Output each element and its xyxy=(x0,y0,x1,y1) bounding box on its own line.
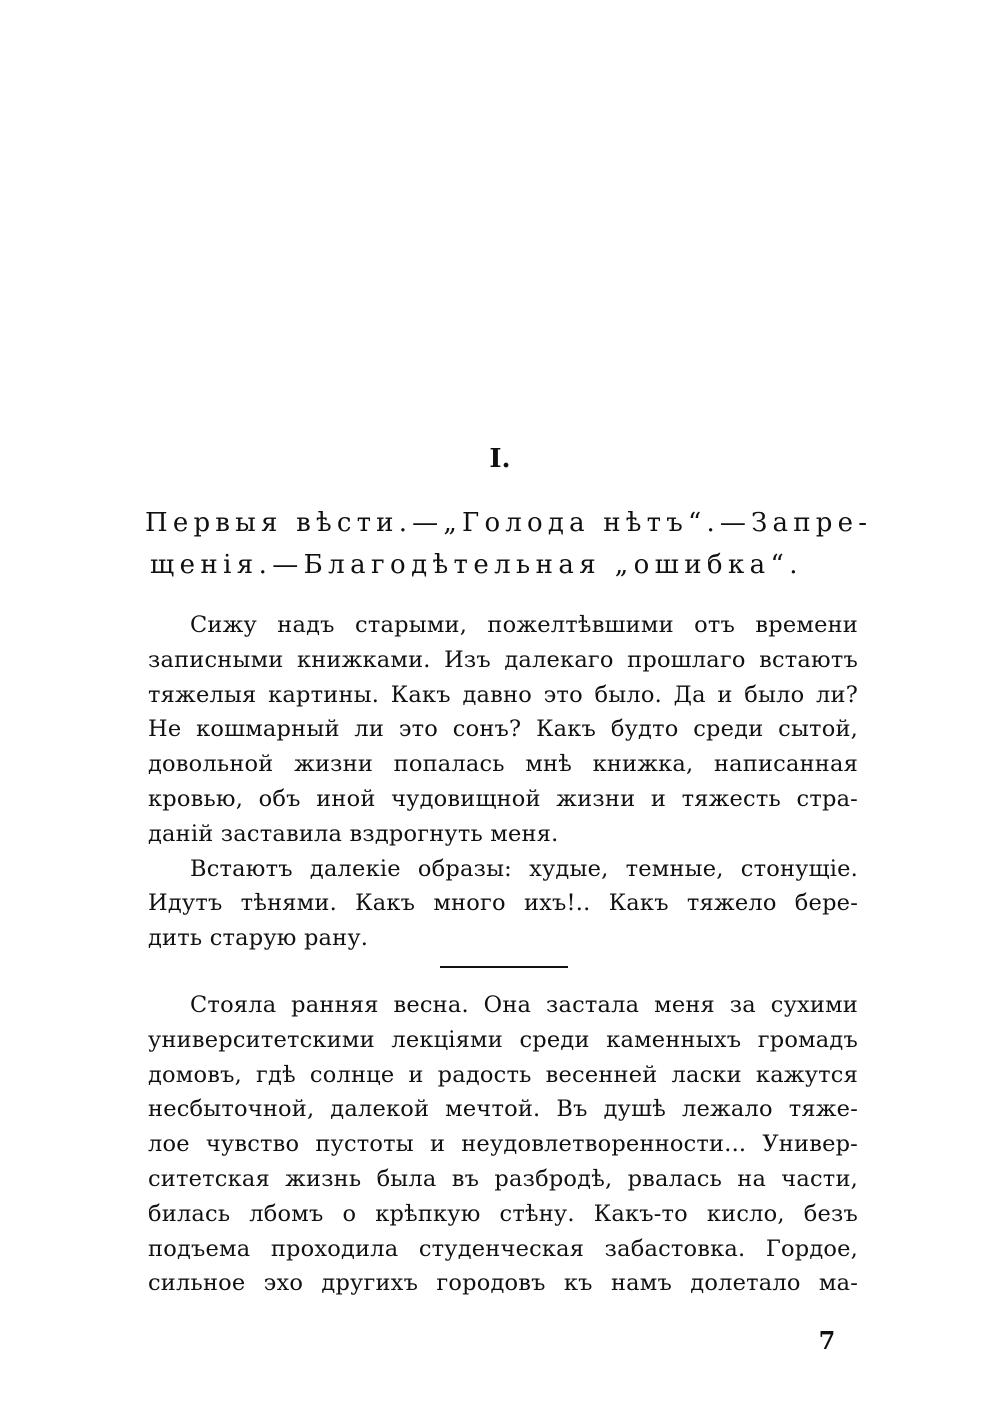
paragraph-1-line: записными книжками. Изъ далекаго прошлаго встаютъ xyxy=(148,646,858,673)
paragraph-2-line: дить старую рану. xyxy=(148,925,369,952)
section-separator xyxy=(440,966,568,968)
paragraph-3-line: ситетская жизнь была въ разбродѣ, рвалась на части, xyxy=(148,1165,858,1192)
paragraph-3-line: домовъ, гдѣ солнце и радость весенней ласки кажутся xyxy=(148,1061,858,1088)
paragraph-3-line: подъема проходила студенческая забастовка. Гордое, xyxy=(148,1235,858,1262)
paragraph-3-line: лое чувство пустоты и неудовлетворенности... Унивeр- xyxy=(148,1131,858,1158)
paragraph-1-line: даній заставила вздрогнуть меня. xyxy=(148,820,559,847)
paragraph-3-line: сильное эхо другихъ городовъ къ намъ долетало ма- xyxy=(148,1270,858,1297)
paragraph-1-line: Сижу надъ старыми, пожелтѣвшими отъ времени xyxy=(190,612,858,638)
paragraph-1-line: довольной жизни попалась мнѣ книжка, написанная xyxy=(148,751,858,778)
paragraph-3-line: университетскими лекціями среди каменныхъ громадъ xyxy=(148,1026,858,1053)
paragraph-3-line: билась лбомъ о крѣпкую стѣну. Какъ-то кисло, безъ xyxy=(148,1200,858,1227)
chapter-summary xyxy=(145,502,873,586)
paragraph-2-line: Встаютъ далекіе образы: худые, темные, стонущіе. xyxy=(190,855,858,882)
paragraph-2-line: Идутъ тѣнями. Какъ много ихъ!.. Какъ тяжело бере- xyxy=(148,890,858,917)
paragraph-3-line: Стояла ранняя весна. Она застала меня за сухими xyxy=(190,992,858,1018)
main-paragraph xyxy=(148,988,858,1301)
chapter-summary-line: Первыя вѣсти.—„Голода нѣтъ“.—Запре- xyxy=(145,508,873,538)
paragraph-3-line: несбыточной, далекой мечтой. Въ душѣ лежало тяже- xyxy=(148,1096,858,1123)
paragraph-1-line: кровью, объ иной чудовищной жизни и тяжесть стра- xyxy=(148,785,858,812)
paragraph-1-line: Не кошмарный ли это сонъ? Какъ будто среди сытой, xyxy=(148,716,858,743)
chapter-number: I. xyxy=(489,444,511,474)
page-number: 7 xyxy=(818,1326,836,1355)
paragraph-1-line: тяжелыя картины. Какъ давно это было. Да и было ли? xyxy=(148,681,858,708)
chapter-summary-line: щенія.—Благодѣтельная „ошибка“. xyxy=(150,550,803,580)
opening-paragraphs xyxy=(148,608,858,956)
